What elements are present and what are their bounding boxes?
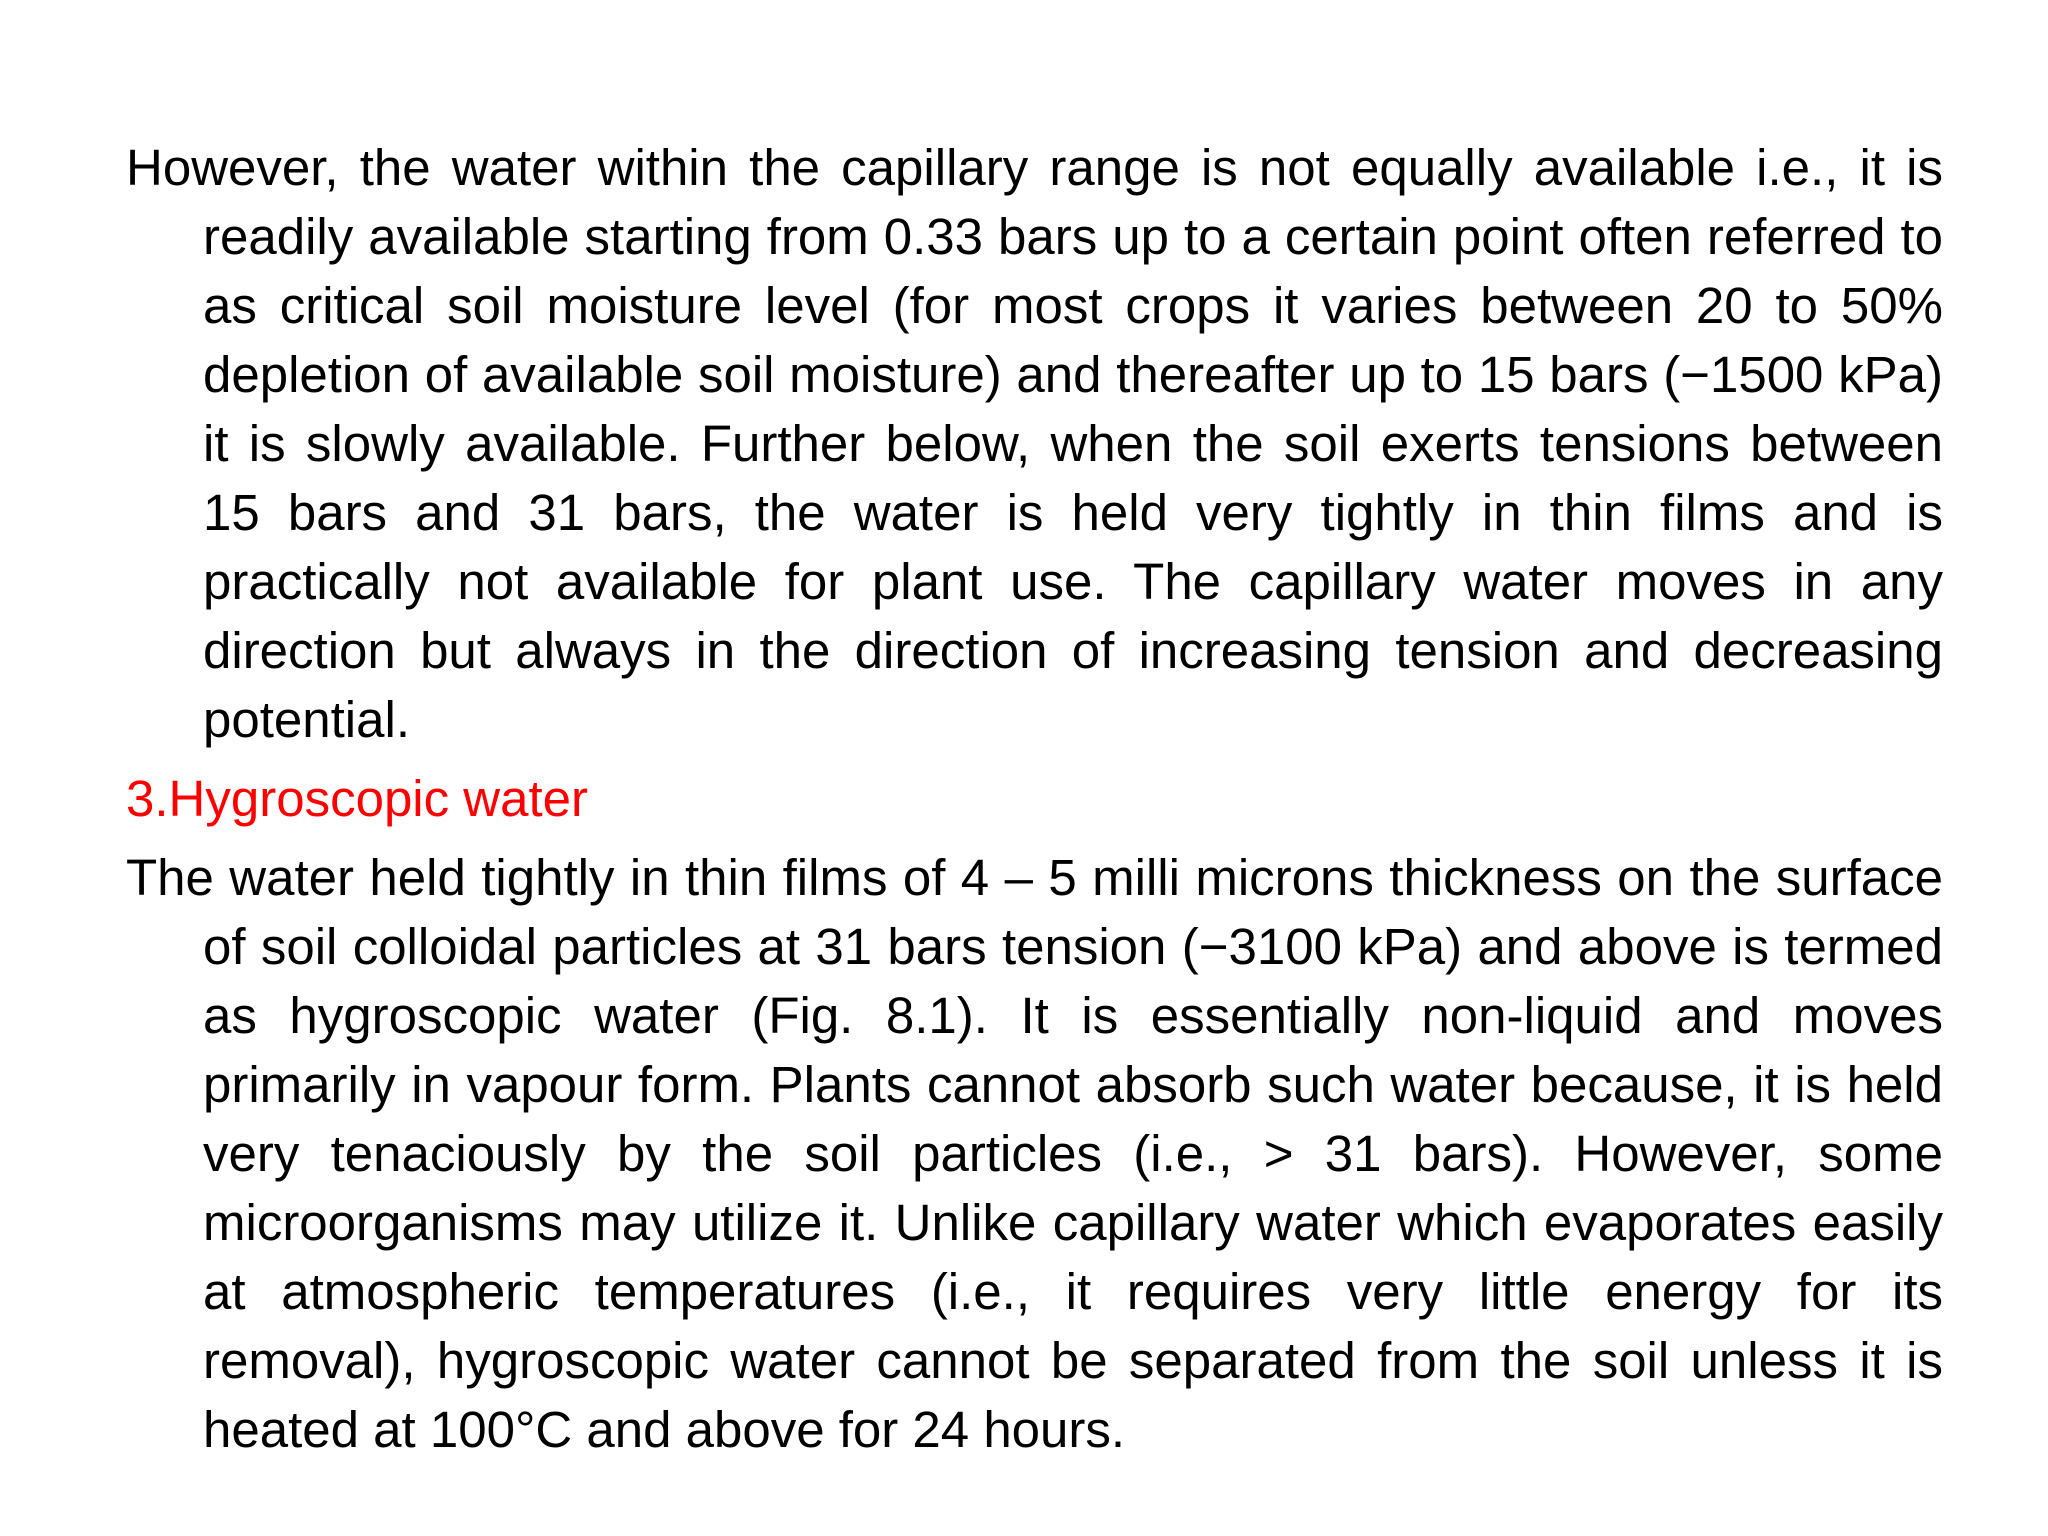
hygroscopic-water-paragraph: The water held tightly in thin films of 4 – 5 milli microns thickness on the surface of soil colloidal particles at 31 bars tension (−3100 kPa) and above is termed as hygroscopic water (Fig. 8.1). It is essentially non-liquid and moves primarily in vapour form. Plants cannot absorb such water because, it is held very tenaciously by the soil particles (i.e., > 31 bars). However, some microorganisms may utilize it. Unlike capillary water which evaporates easily at atmospheric temperatures (i.e., it requires very little energy for its removal), hygroscopic water cannot be separated from the soil unless it is heated at 100°C and above for 24 hours. — [126, 849, 1943, 1458]
capillary-availability-paragraph: However, the water within the capillary range is not equally available i.e., it is readily available starting from 0.33 bars up to a certain point often referred to as critical soil moisture level (for most crops it varies between 20 to 50% depletion of available soil moisture) and thereafter up to 15 bars (−1500 kPa) it is slowly available. Further below, when the soil exerts tensions between 15 bars and 31 bars, the water is held very tightly in thin films and is practically not available for plant use. The capillary water moves in any direction but always in the direction of increasing tension and decreasing potential. — [126, 139, 1943, 748]
slide-content — [126, 133, 1943, 1464]
hygroscopic-water-heading: 3.Hygroscopic water — [126, 770, 589, 827]
